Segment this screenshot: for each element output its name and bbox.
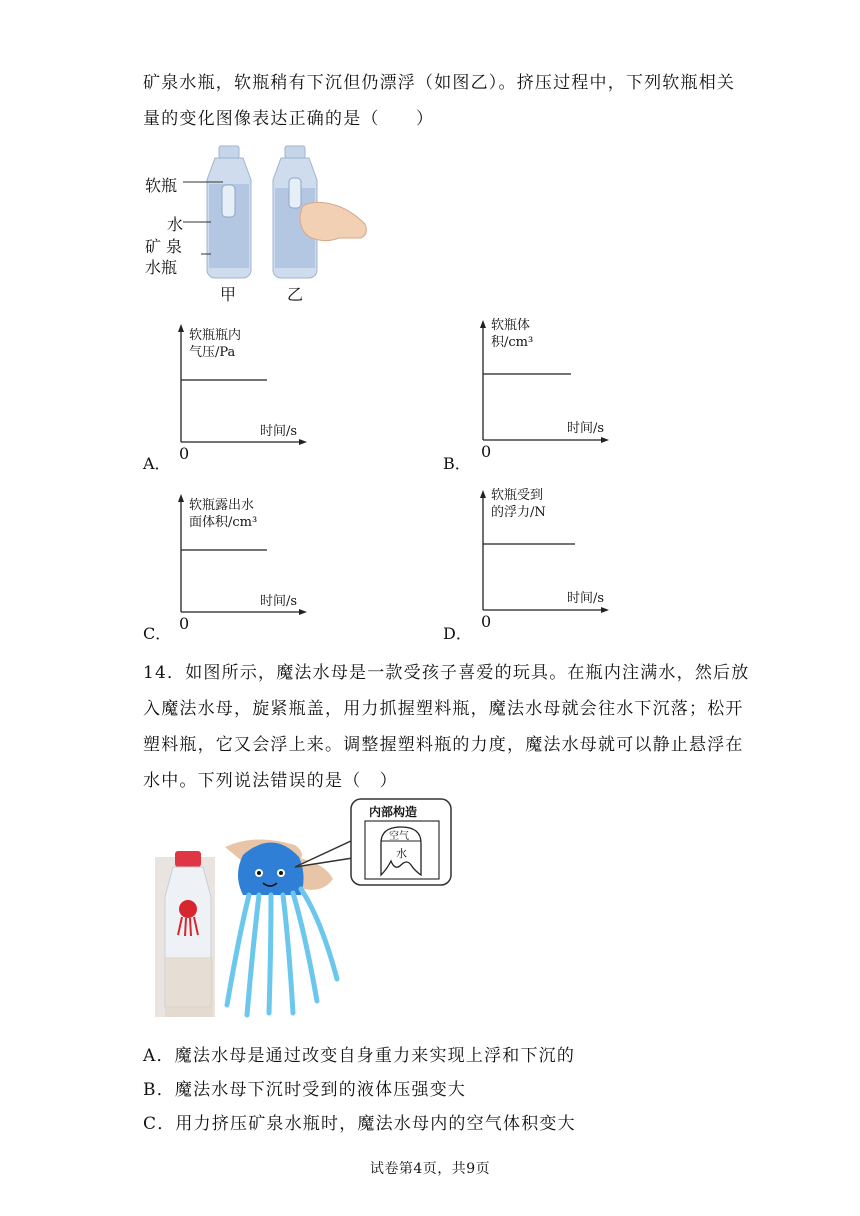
graph-d-ylabel-1: 软瓶受到 [491,488,544,503]
q13-line2: 量的变化图像表达正确的是（ ） [143,109,435,129]
q14-line4: 水中。下列说法错误的是（ ） [143,771,398,791]
graph-b-xlabel: 时间/s [567,421,605,436]
callout-title: 内部构造 [369,805,418,819]
graph-c-xlabel: 时间/s [260,594,298,609]
q14-line2: 入魔法水母，旋紧瓶盖，用力抓握塑料瓶，魔法水母就会往水下沉落；松开 [143,699,744,719]
caption-yi: 乙 [287,285,304,304]
graph-a-ylabel-2: 气压/Pa [189,345,236,360]
figure-label-bottle: 水瓶 [145,258,178,277]
option-d-letter: D． [443,624,472,643]
graph-c-ylabel-1: 软瓶露出水 [189,498,255,513]
graph-b-ylabel-2: 积/cm³ [491,335,534,350]
q14-option-a: A．魔法水母是通过改变自身重力来实现上浮和下沉的 [143,1046,576,1066]
graph-b-origin: 0 [481,442,492,461]
graph-a-ylabel-1: 软瓶瓶内 [189,328,242,343]
q14-line1: 14．如图所示，魔法水母是一款受孩子喜爱的玩具。在瓶内注满水，然后放 [143,663,750,683]
option-c-letter: C． [143,624,172,643]
graph-a [143,320,443,473]
graph-d-origin: 0 [481,612,492,631]
graph-d-ylabel-2: 的浮力/N [491,505,546,520]
option-b-letter: B． [443,454,471,473]
figure-label-soft-bottle: 软瓶 [145,176,178,195]
figure-label-mineral: 矿 [145,237,162,256]
callout-water-label: 水 [396,847,407,860]
graph-c-ylabel-2: 面体积/cm³ [189,515,258,530]
graph-b [443,314,743,473]
graph-c-origin: 0 [179,614,190,633]
graph-a-origin: 0 [179,444,190,463]
option-a-letter: A． [143,454,171,473]
jellyfish-illustration [155,797,455,1022]
graph-d [443,484,743,643]
figure-label-spring: 泉 [166,237,183,256]
callout-air-label: 空气 [389,831,409,842]
graph-d-xlabel: 时间/s [567,591,605,606]
q14-option-b: B．魔法水母下沉时受到的液体压强变大 [143,1080,467,1100]
graph-c [143,490,443,643]
caption-jia: 甲 [220,285,237,304]
q14-option-c: C．用力挤压矿泉水瓶时，魔法水母内的空气体积变大 [143,1114,576,1134]
graph-b-ylabel-1: 软瓶体 [491,318,531,333]
jellyfish-figure [155,797,455,1022]
figure-label-water: 水 [167,215,184,234]
q13-line1: 矿泉水瓶，软瓶稍有下沉但仍漂浮（如图乙）。挤压过程中，下列软瓶相关 [143,73,736,93]
graph-a-xlabel: 时间/s [260,424,298,439]
page-footer: 试卷第4页，共9页 [369,1161,491,1177]
q14-line3: 塑料瓶，它又会浮上来。调整握塑料瓶的力度，魔法水母就可以静止悬浮在 [143,735,744,755]
